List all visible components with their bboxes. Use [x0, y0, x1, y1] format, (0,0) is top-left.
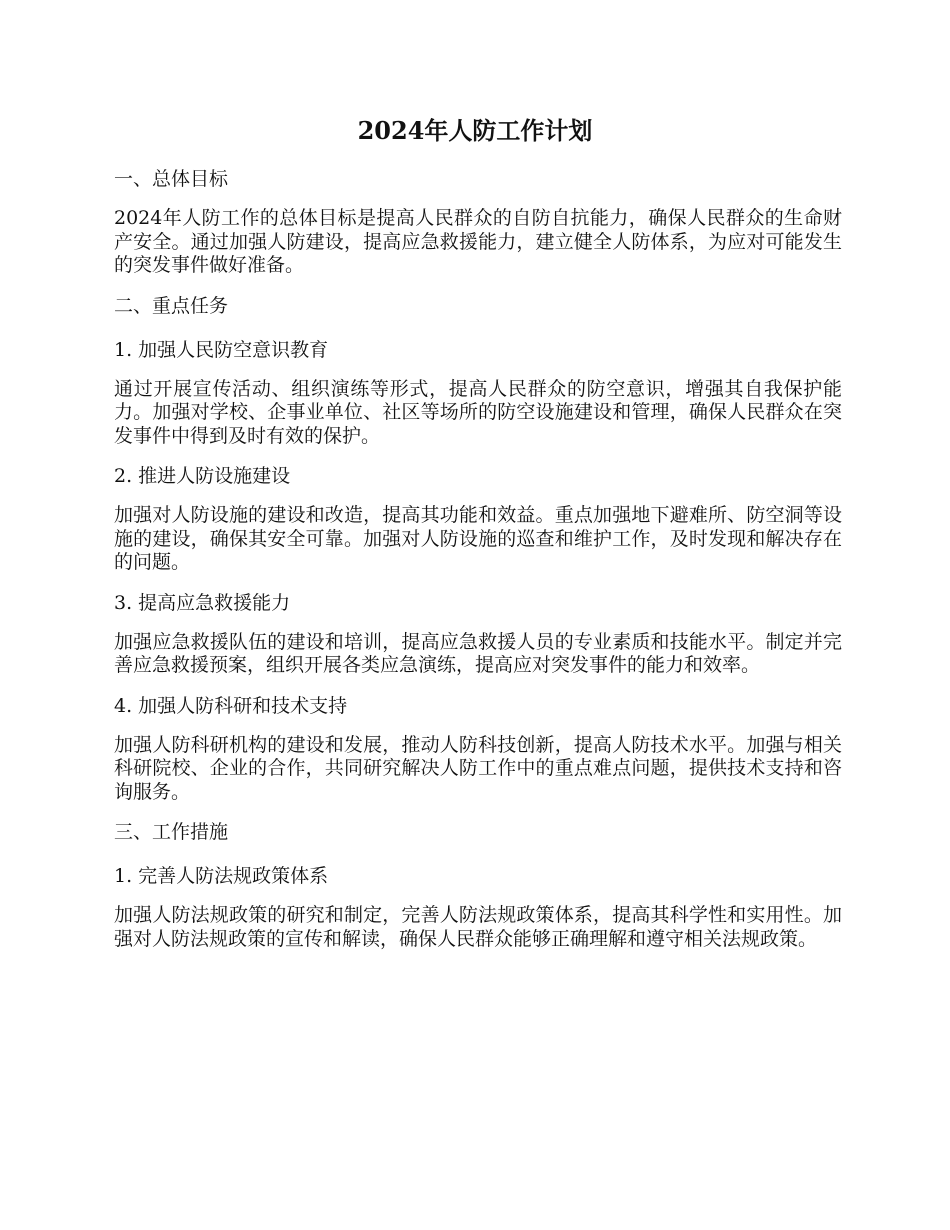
subheading-measure-1: 1. 完善人防法规政策体系 — [114, 865, 329, 887]
section-heading-overall-goal: 一、总体目标 — [114, 168, 229, 190]
section-heading-measures: 三、工作措施 — [114, 821, 229, 843]
document-title: 2024年人防工作计划 — [357, 116, 593, 145]
document-body — [114, 163, 842, 963]
paragraph-task-4: 加强人防科研机构的建设和发展，推动人防科技创新，提高人防技术水平。加强与相关科研院校、企业的合作，共同研究解决人防工作中的重点难点问题，提供技术支持和咨询服务。 — [114, 733, 842, 803]
subheading-task-3: 3. 提高应急救援能力 — [114, 591, 291, 614]
paragraph-task-1: 通过开展宣传活动、组织演练等形式，提高人民群众的防空意识，增强其自我保护能力。加强对学校、企事业单位、社区等场所的防空设施建设和管理，确保人民群众在突发事件中得到及时有效的保护。 — [114, 377, 842, 447]
section-heading-key-tasks: 二、重点任务 — [114, 294, 229, 317]
subheading-task-1: 1. 加强人民防空意识教育 — [114, 338, 329, 361]
paragraph-task-3: 加强应急救援队伍的建设和培训，提高应急救援人员的专业素质和技能水平。制定并完善应急救援预案，组织开展各类应急演练，提高应对突发事件的能力和效率。 — [114, 630, 842, 676]
paragraph-task-2: 加强对人防设施的建设和改造，提高其功能和效益。重点加强地下避难所、防空洞等设施的建设，确保其安全可靠。加强对人防设施的巡查和维护工作，及时发现和解决存在的问题。 — [114, 504, 842, 573]
subheading-task-4: 4. 加强人防科研和技术支持 — [114, 694, 348, 717]
paragraph-overall-goal: 2024年人防工作的总体目标是提高人民群众的自防自抗能力，确保人民群众的生命财产安全。通过加强人防建设，提高应急救援能力，建立健全人防体系，为应对可能发生的突发事件做好准备。 — [114, 207, 842, 276]
paragraph-measure-1: 加强人防法规政策的研究和制定，完善人防法规政策体系，提高其科学性和实用性。加强对人防法规政策的宣传和解读，确保人民群众能够正确理解和遵守相关法规政策。 — [114, 904, 842, 950]
subheading-task-2: 2. 推进人防设施建设 — [114, 465, 291, 487]
